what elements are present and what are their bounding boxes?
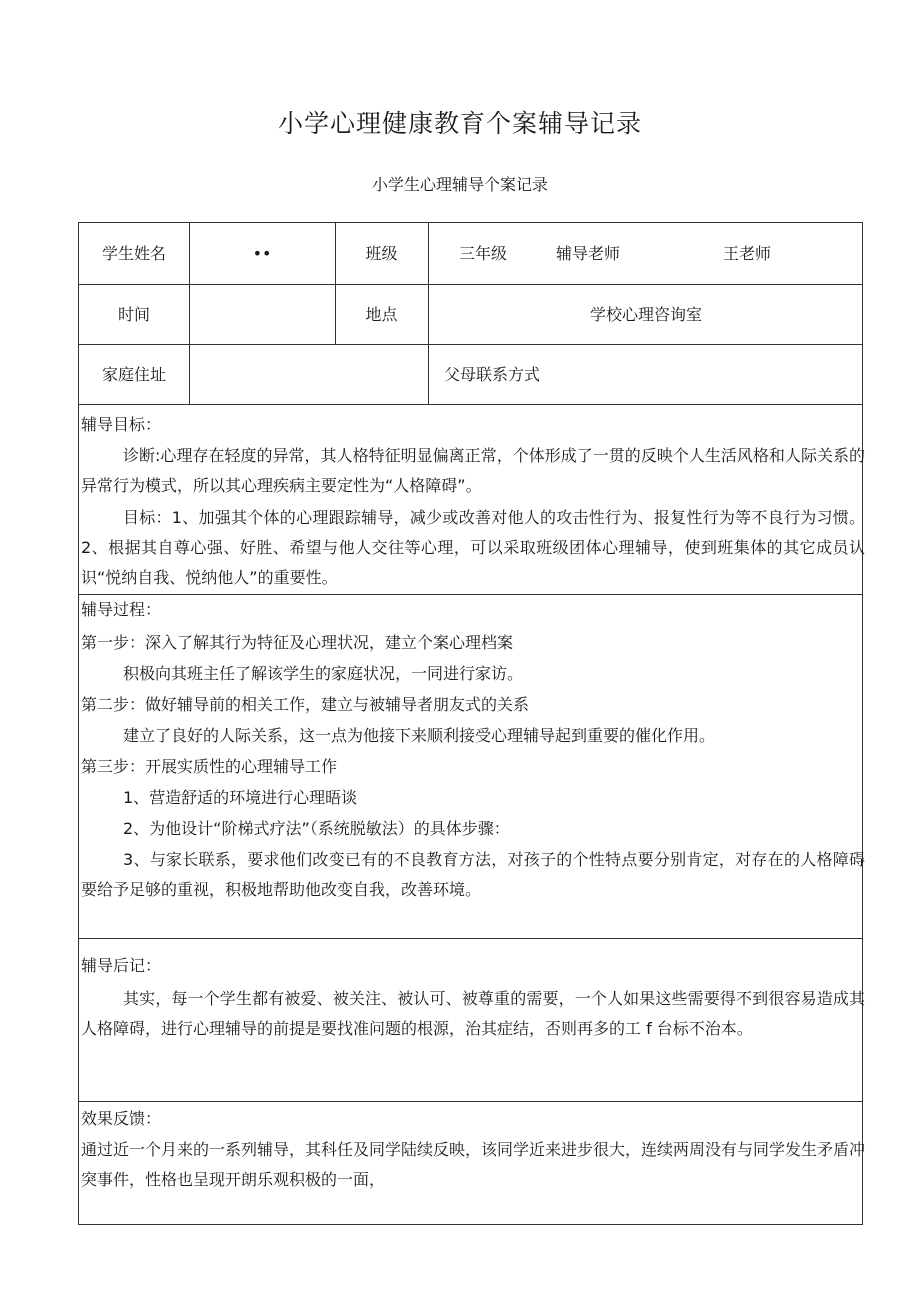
student-name-label: 学生姓名: [101, 244, 166, 263]
document-subtitle: 小学生心理辅导个案记录: [371, 175, 548, 194]
process-heading: 辅导过程：: [81, 600, 162, 619]
section-divider: [79, 938, 862, 939]
home-address-label: 家庭住址: [101, 365, 166, 384]
process-step-2-detail: 建立了良好的人际关系，这一点为他接下来顺利接受心理辅导起到重要的催化作用。: [123, 726, 716, 745]
row-divider: [79, 344, 862, 345]
record-table: [78, 222, 866, 1225]
goals-target: 目标：1、加强其个体的心理跟踪辅导，减少或改善对他人的攻击性行为、报复性行为等不良行为习惯。2、根据其自尊心强、好胜、希望与他人交往等心理，可以采取班级团体心理辅导，使到班集体的其它成员认识“悦纳自我、悦纳他人”的重要性。: [81, 508, 865, 587]
process-step-1-detail: 积极向其班主任了解该学生的家庭状况，一同进行家访。: [123, 664, 524, 683]
class-value: 三年级: [459, 244, 508, 263]
time-label: 时间: [117, 305, 150, 324]
place-value: 学校心理咨询室: [589, 305, 702, 324]
parent-contact-label: 父母联系方式: [444, 365, 541, 384]
class-label: 班级: [365, 244, 398, 263]
process-step-1: 第一步：深入了解其行为特征及心理状况，建立个案心理档案: [81, 633, 514, 652]
row-divider: [79, 284, 862, 285]
goals-heading: 辅导目标：: [81, 415, 162, 434]
process-step-3-item-1: 1、营造舒适的环境进行心理晤谈: [123, 788, 358, 807]
teacher-label: 辅导老师: [556, 244, 621, 263]
section-divider: [79, 1101, 862, 1102]
student-name-value: ••: [252, 244, 272, 263]
place-label: 地点: [365, 305, 398, 324]
document-title: 小学心理健康教育个案辅导记录: [277, 109, 642, 138]
process-step-3-item-3: 3、与家长联系，要求他们改变已有的不良教育方法，对孩子的个性特点要分别肯定，对存在的人格障碍要给予足够的重视，积极地帮助他改变自我，改善环境。: [81, 850, 865, 899]
teacher-value: 王老师: [723, 244, 772, 263]
goals-diagnosis: 诊断:心理存在轻度的异常，其人格特征明显偏离正常，个体形成了一贯的反映个人生活风格和人际关系的异常行为模式，所以其心理疾病主要定性为“人格障碍”。: [81, 446, 865, 495]
process-step-2: 第二步：做好辅导前的相关工作，建立与被辅导者朋友式的关系: [81, 695, 530, 714]
column-divider: [335, 223, 336, 344]
section-divider: [79, 594, 862, 595]
row-divider: [79, 404, 862, 405]
feedback-text: 通过近一个月来的一系列辅导，其科任及同学陆续反映，该同学近来进步很大，连续两周没有与同学发生矛盾冲突事件，性格也呈现开朗乐观积极的一面，: [81, 1140, 866, 1189]
afterword-text: 其实，每一个学生都有被爱、被关注、被认可、被尊重的需要，一个人如果这些需要得不到很容易造成其人格障碍，进行心理辅导的前提是要找准问题的根源，治其症结，否则再多的工 f 台标不治本。: [81, 989, 865, 1038]
feedback-heading: 效果反馈：: [81, 1109, 162, 1128]
process-step-3: 第三步：开展实质性的心理辅导工作: [81, 757, 338, 776]
process-step-3-item-2: 2、为他设计“阶梯式疗法”（系统脱敏法）的具体步骤：: [123, 819, 510, 838]
afterword-heading: 辅导后记：: [81, 956, 162, 975]
